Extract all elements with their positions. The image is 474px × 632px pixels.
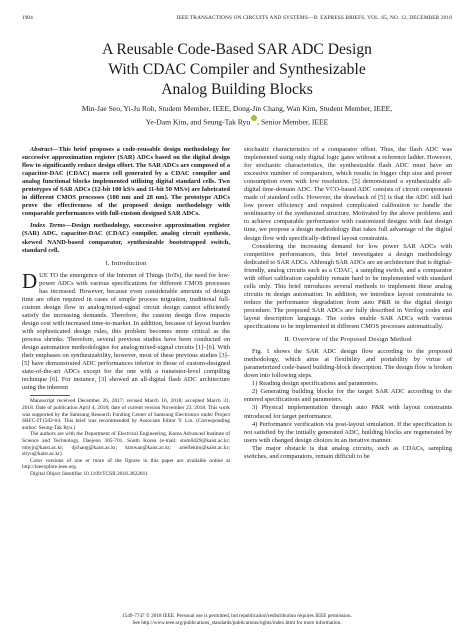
section-heading-introduction: I. Introduction — [105, 259, 147, 267]
footnote-doi: Digital Object Identifier 10.1109/TCSII.2018.2822811 — [30, 470, 148, 477]
journal-name: IEEE TRANSACTIONS ON CIRCUITS AND SYSTEMS—II: EXPRESS BRIEFS, VOL. 65, NO. 12, DECEMBER 2018 — [176, 15, 452, 21]
authors-line-2 — [30, 115, 444, 128]
title-line-2: With CDAC Compiler and Synthesizable — [108, 61, 366, 78]
copyright-line-2: See http://www.ieee.org/publications_standards/publications/rights/index.html for more information. — [132, 619, 342, 626]
abstract-label: Abstract— — [30, 146, 59, 153]
left-column — [22, 146, 230, 477]
footnote-affiliation: The authors are with the Department of Electrical Engineering, Korea Advanced Institute of Science and Technology, Daejeon 305-701, South Korea (e-mail: stom0429@kaist.ac.kr; mhyjr@kaist.ac.kr; djchang@kaist.ac.kr; kimwan@kaist.ac.kr; arielfekim@kaist.ac.kr; stryu@kaist.ac.kr). — [22, 431, 230, 458]
footnote-divider — [30, 395, 70, 396]
intro-paragraph-text: UE TO the emergence of the Internet of Things (IoTs), the need for low-power ADCs with various specifications for different CMOS processes has increased. However, because even considerable amounts of design time are often required in cases of simple process migration, traditional full-custom design flow in analog/mixed-signal circuit design cannot efficiently satisfy the increasing demands. Therefore, the custom design flow impacts design cost with increased time-to-market. In addition, because of layout burden with sophisticated design rules, this problem becomes more critical as the process shrinks. Therefore, several previous studies have been conducted on design automation methodologies for analog/mixed-signal circuits [1]–[6]. With their emphases on synthesizability, however, most of these previous studies [3]–[5] have demonstrated ADC performances inferior to those of custom-designed state-of-the-art ADCs except for the one with a transistor-level compiling technique [6]. For instance, [3] showed an all-digital flash ADC architecture using the inherent — [22, 271, 230, 392]
right-paragraph-1: Considering the increasing demand for low power SAR ADCs with competitive performances, this brief investigates a design methodology dedicated to SAR ADCs. Although SAR ADCs are an architecture that is digital-friendly, analog circuits such as a CDAC, a sampling switch, and a comparator with offset calibration capability remain hard to be implemented with standard cells only. This brief introduces several methods to implement these analog circuits in design automation. In addition, we introduce layout constraints to reduce the performance degradation from auto P&R in the digital design procedure. The proposed SAR ADCs are fully described in Verilog codes and layout description language. The codes enable SAR ADCs with various specifications to be implemented in different CMOS processes automatically. — [244, 242, 452, 331]
authors-line-2-text: Ye-Dam Kim, and Seung-Tak Ryu — [145, 117, 251, 127]
drop-cap: D — [22, 268, 38, 293]
design-step-1: 1) Reading design specifications and parameters. — [252, 380, 379, 388]
title-line-1: A Reusable Code-Based SAR ADC Design — [102, 41, 372, 58]
author-list — [30, 104, 444, 128]
intro-paragraph — [22, 268, 230, 393]
abstract — [22, 146, 230, 218]
design-step-2: 2) Generating building blocks for the target SAR ADC according to the entered specifications and parameters. — [244, 388, 452, 404]
right-paragraph-0: stochastic characteristics of a comparator offset. Thus, the flash ADC was implemented using only digital logic gates without a reference ladder. However, for stochastic characteristics, the synthesizable flash ADC must have an excessive number of comparators, which results in bigger chip size and power consumption even with low resolution. [5] demonstrated a synthesizable all-digital time-domain ADC. The VCO-based ADC consists of circuit components made of standard cells. However, the drawback of [5] is that the ADC still had low power efficiency and required complicated calibration to handle the nonlinearity of the synthesized structure. Motivated by the above problems and to achieve comparable performance with customized designs with fast design time, we propose a design methodology that takes full advantage of the digital design flow with specifically-defined layout constraints. — [244, 146, 452, 242]
running-header — [22, 15, 452, 25]
right-paragraph-3: The major obstacle is that analog circuits, such as CDACs, sampling switches, and comparators, remain difficult to be — [244, 444, 452, 460]
authors-line-1: Min-Jae Seo, Yi-Ju Roh, Student Member, IEEE, Dong-Jin Chang, Wan Kim, Student Member, IEEE, — [81, 104, 393, 113]
page-number: 1904 — [22, 15, 33, 21]
authors-line-2-suffix: , Senior Member, IEEE — [257, 117, 329, 127]
paper-title — [20, 40, 454, 100]
design-step-4: 4) Performance verification via post-layout simulation. If the specification is not satisfied by the initially generated ADC, building blocks are regenerated by users with changed design choices in an iterative manner. — [244, 420, 452, 444]
footnote-manuscript: Manuscript received December 26, 2017; revised March 16, 2018; accepted March 31, 2018. Date of publication April 4, 2018; date of current version November 23, 2018. This work was supported by the Samsung Research Funding Center of Samsung Electronics under Project SRFC-IT1502-04. This brief was recommended by Associate Editor Y. Lin. (Corresponding author: Seung-Tak Ryu.) — [22, 398, 230, 431]
footnote-color: Color versions of one or more of the figures in this paper are available online at http://ieeexplore.ieee.org. — [22, 457, 230, 471]
abstract-text: This brief proposes a code-reusable design methodology for successive approximation register (SAR) ADCs based on the digital design flow to significantly reduce design effort. The SAR ADCs are composed of a capacitor-DAC (CDAC) macro cell generated by a CDAC compiler and analog functional blocks implemented utilizing digital standard cells. Two prototypes of SAR ADCs (12-bit 100 kS/s and 11-bit 50 MS/s) are fabricated in different CMOS processes (180 nm and 28 nm). The prototype ADCs prove the effectiveness of the proposed design methodology with comparable performances with full-custom designed SAR ADCs. — [22, 146, 230, 218]
right-paragraph-2: Fig. 1 shows the SAR ADC design flow according to the proposed methodology, which aims at flexibility and portability by virtue of parameterized code-based building-block description. The design flow is broken down into following steps. — [244, 348, 452, 380]
design-step-3: 3) Physical implementation through auto P&R with layout constraints introduced for target performance. — [244, 404, 452, 420]
title-line-3: Analog Building Blocks — [161, 81, 313, 98]
index-terms-text: Design methodology, successive approximation register (SAR) ADC, capacitor-DAC (CDAC) compiler, analog circuit synthesis, skewed NAND-based comparator, synthesizable bootstrapped switch, standard cell. — [22, 222, 230, 254]
copyright-footer — [20, 613, 454, 626]
right-column — [244, 146, 452, 461]
index-terms — [22, 222, 230, 254]
index-terms-label: Index Terms— — [30, 222, 72, 230]
section-heading-overview: II. Overview of the Proposed Design Method — [284, 336, 412, 344]
copyright-line-1: 1549-7747 © 2018 IEEE. Personal use is permitted, but republication/redistribution requires IEEE permission. — [122, 613, 352, 619]
